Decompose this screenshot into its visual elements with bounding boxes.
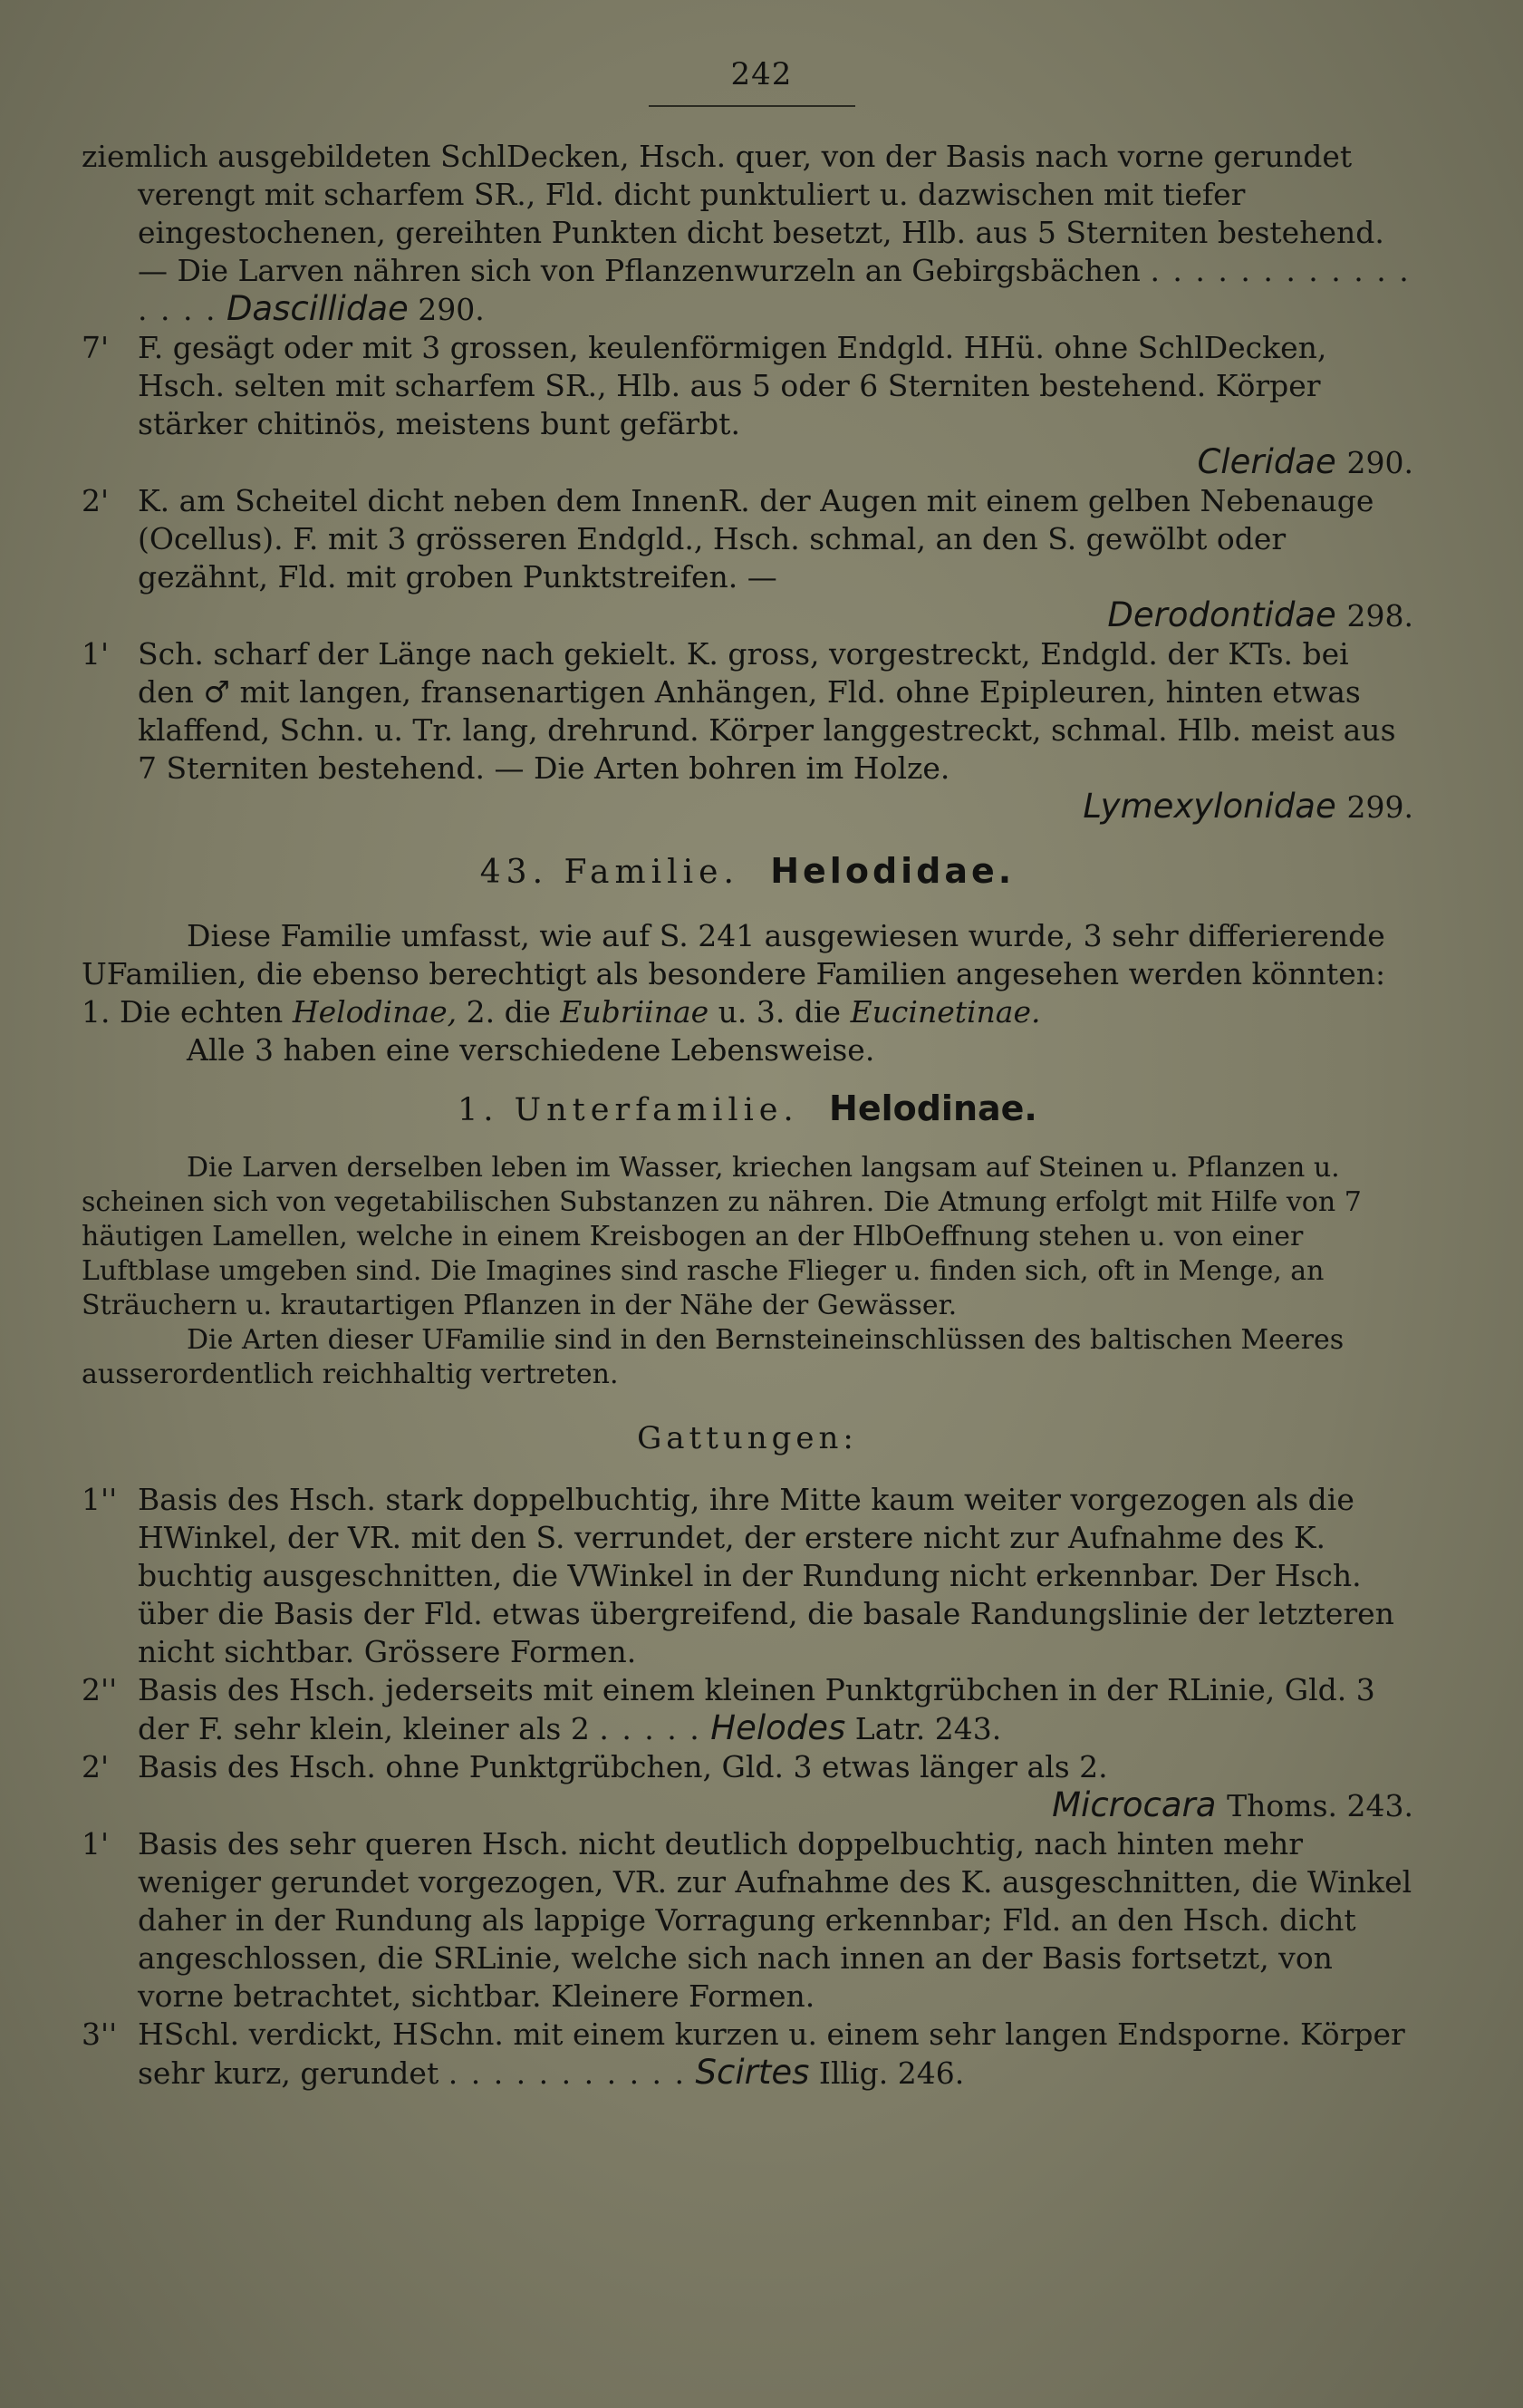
key-entry-text: Basis des sehr queren Hsch. nicht deutlich doppelbuchtig, nach hinten mehr weniger gerundet vorgezogen, VR. zur Aufnahme des K. ausgeschnitten, die Winkel daher in der Rundung als lappige Vorragung erkennbar; Fld. an den Hsch. dicht angeschlossen, die SRLinie, welche sich nach innen an der Basis fortsetzt, von vorne betrachtet, sichtbar. Kleinere Formen.: [138, 1826, 1412, 2014]
family-page-ref: 299.: [1346, 789, 1413, 825]
page-content: [82, 138, 1413, 2093]
taxon-eucinetinae: Eucinetinae.: [850, 994, 1041, 1030]
key-entry-number: 2': [82, 483, 110, 518]
genus-author: Latr. 243.: [854, 1711, 1002, 1746]
genus-name: Microcara: [1052, 1785, 1217, 1824]
intro-text: u. 3. die: [708, 994, 851, 1030]
subfamily-paragraph: Die Larven derselben leben im Wasser, kriechen langsam auf Steinen u. Pflanzen u. scheinen sich von vegetabilischen Substanzen zu nähren. Die Atmung erfolgt mit Hilfe von 7 häutigen Lamellen, welche in einem Kreisbogen an der HlbOeffnung stehen u. von einer Luftblase umgeben sind. Die Imagines sind rasche Flieger u. finden sich, oft in Menge, an Sträuchern u. krautartigen Pflanzen in der Nähe der Gewässer.: [82, 1152, 1362, 1321]
key-entry-text: ziemlich ausgebildeten SchlDecken, Hsch. quer, von der Basis nach vorne gerundet verengt mit scharfem SR., Fld. dicht punktuliert u. dazwischen mit tiefer eingestochenen, gereihten Punkten dicht besetzt, Hlb. aus 5 Sterniten bestehend. — Die Larven nähren sich von Pflanzenwurzeln an Gebirgsbächen: [82, 139, 1384, 288]
key-entry-body: [138, 2016, 1413, 2093]
family-heading-name: Helodidae.: [770, 851, 1016, 891]
key-entry: [82, 329, 1413, 482]
genus-key-entry: [82, 1671, 1413, 1748]
family-heading-prefix: 43. Familie.: [479, 854, 739, 891]
key-entry-text: K. am Scheitel dicht neben dem InnenR. der Augen mit einem gelben Nebenauge (Ocellus). F. mit 3 grösseren Endgld., Hsch. schmal, an den S. gewölbt oder gezähnt, Fld. mit groben Punktstreifen. —: [138, 483, 1374, 595]
intro-text: Diese Familie umfasst, wie auf S. 241 ausgewiesen wurde, 3 sehr differierende UFamilien, die ebenso berechtigt als besondere Familien angesehen werden könnten: 1. Die echten: [82, 918, 1386, 1030]
taxon-helodinae: Helodinae,: [292, 994, 458, 1030]
genus-line: [138, 1786, 1413, 1825]
key-entry: [82, 482, 1413, 635]
key-entry-body: [138, 1671, 1413, 1748]
genus-name: Helodes: [710, 1708, 846, 1747]
genus-author: Illig. 246.: [818, 2055, 965, 2091]
family-page-ref: 290.: [1346, 445, 1413, 480]
header-rule: [649, 105, 855, 107]
family-page-ref: 290.: [418, 292, 485, 327]
key-entry-text: HSchl. verdickt, HSchn. mit einem kurzen u. einem sehr langen Endsporne. Körper sehr kurz, gerundet: [138, 2016, 1405, 2091]
key-entry-text: Basis des Hsch. stark doppelbuchtig, ihre Mitte kaum weiter vorgezogen als die HWinkel, der VR. mit den S. verrundet, der erstere nicht zur Aufnahme des K. buchtig ausgeschnitten, die VWinkel in der Rundung nicht erkennbar. Der Hsch. über die Basis der Fld. etwas übergreifend, die basale Randungslinie der letzteren nicht sichtbar. Grössere Formen.: [138, 1482, 1394, 1669]
page-number: 242: [730, 56, 793, 92]
key-entry: [82, 635, 1413, 827]
genus-key-entry: [82, 1748, 1413, 1825]
key-entry-number: 1'': [82, 1482, 118, 1517]
key-entry-text: Basis des Hsch. ohne Punktgrübchen, Gld. 3 etwas länger als 2.: [138, 1749, 1108, 1784]
key-entry-body: [82, 138, 1413, 329]
genera-heading: Gattungen:: [637, 1420, 858, 1456]
genus-key-entry: [82, 2016, 1413, 2093]
family-line: [138, 596, 1413, 635]
family-page-ref: 298.: [1346, 598, 1413, 633]
key-entry-number: 2'': [82, 1672, 118, 1707]
family-intro-paragraph: [82, 917, 1413, 1031]
key-entry-number: 1': [82, 636, 110, 672]
family-name: Lymexylonidae: [1083, 787, 1336, 826]
family-name: Cleridae: [1197, 442, 1336, 481]
family-intro-paragraph-2: Alle 3 haben eine verschiedene Lebensweise.: [187, 1032, 875, 1068]
family-name: Derodontidae: [1107, 595, 1336, 634]
subfamily-heading-prefix: 1. Unterfamilie.: [458, 1092, 799, 1128]
family-name: Dascillidae: [226, 289, 409, 328]
key-entry-text: Sch. scharf der Länge nach gekielt. K. gross, vorgestreckt, Endgld. der KTs. bei den ♂ mit langen, fransenartigen Anhängen, Fld. ohne Epipleuren, hinten etwas klaffend, Schn. u. Tr. lang, drehrund. Körper langgestreckt, schmal. Hlb. meist aus 7 Sterniten bestehend. — Die Arten bohren im Holze.: [138, 636, 1396, 786]
subfamily-heading: [82, 1089, 1413, 1129]
key-entry-text: Basis des Hsch. jederseits mit einem kleinen Punktgrübchen in der RLinie, Gld. 3 der F. sehr klein, kleiner als 2: [138, 1672, 1375, 1746]
genus-author: Thoms. 243.: [1227, 1788, 1413, 1823]
subfamily-heading-name: Helodinae.: [829, 1088, 1037, 1128]
leader-dots: . . . . .: [599, 1711, 701, 1746]
key-entry-number: 7': [82, 330, 110, 365]
leader-dots: . . . . . . . . . . . . . . . .: [138, 253, 1411, 327]
subfamily-paragraph-2: Die Arten dieser UFamilie sind in den Bernsteineinschlüssen des baltischen Meeres ausserordentlich reichhaltig vertreten.: [82, 1324, 1345, 1390]
leader-dots: . . . . . . . . . . .: [448, 2055, 687, 2091]
key-entry-number: 2': [82, 1749, 110, 1784]
genus-name: Scirtes: [695, 2053, 810, 2092]
family-line: [138, 443, 1413, 482]
key-entry-text: F. gesägt oder mit 3 grossen, keulenförmigen Endgld. HHü. ohne SchlDecken, Hsch. selten mit scharfem SR., Hlb. aus 5 oder 6 Sterniten bestehend. Körper stärker chitinös, meistens bunt gefärbt.: [138, 330, 1327, 441]
genus-key-entry: [82, 1481, 1413, 1671]
key-entry-number: 3'': [82, 2016, 118, 2052]
key-entry-number: 1': [82, 1826, 110, 1862]
key-entry: [82, 138, 1413, 329]
family-heading: [82, 850, 1413, 894]
genus-key-entry: [82, 1825, 1413, 2016]
family-line: [138, 788, 1413, 827]
taxon-eubriinae: Eubriinae: [560, 994, 709, 1030]
intro-text: 2. die: [457, 994, 561, 1030]
